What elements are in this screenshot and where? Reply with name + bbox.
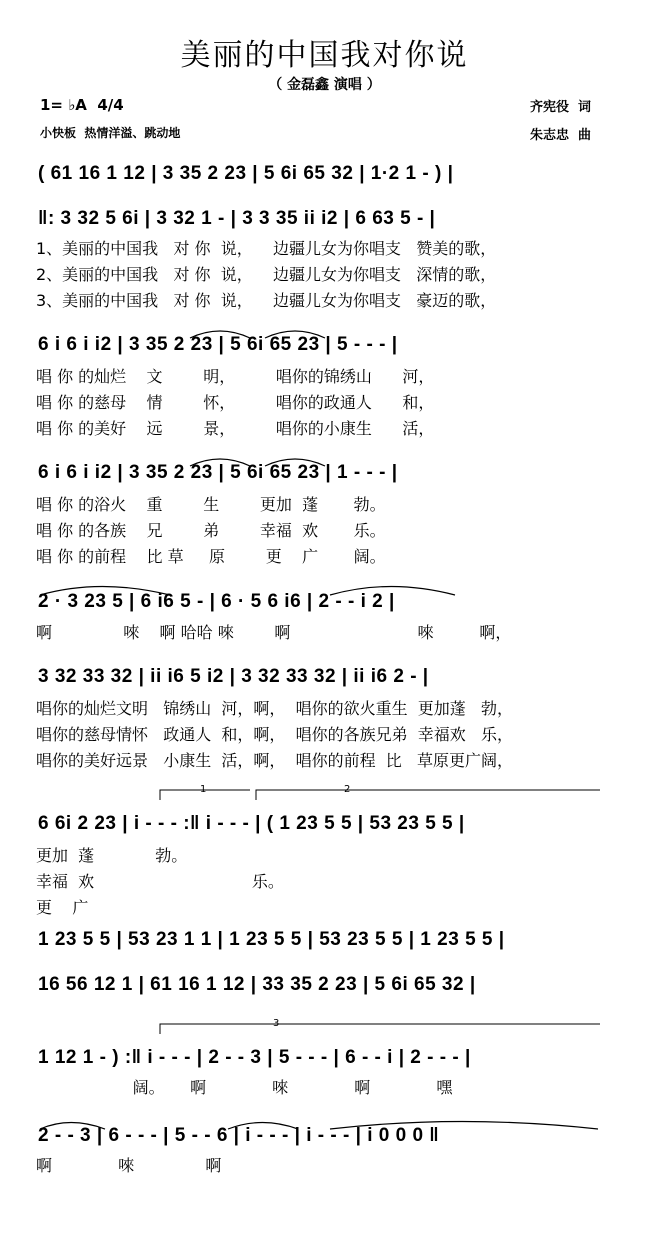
score-line-11-notes: 2 - - 3 | 6 - - - | 5 - - 6 | i - - - | i - - - | i 0 0 0 ‖ (38, 1125, 440, 1146)
score-line-7-notes: 6 6i 2 23 | i - - - :‖ i - - - | ( 1 23 5 5 | 53 23 5 5 | (38, 813, 465, 834)
score-line-3-notes: 6 i 6 i i2 | 3 35 2 23 | 5 6i 65 23 | 5 - - - | (38, 334, 398, 355)
tempo-marking: 小快板 热情洋溢、跳动地 (40, 126, 181, 140)
volta-1-label: 1 (200, 784, 207, 795)
lyric-line: 唱你的美好远景 小康生 活，啊， 唱你的前程 比 草原更广阔， (36, 751, 514, 770)
lyric-line: 更加 蓬 勃。 (36, 846, 188, 865)
lyric-line: 2、美丽的中国我 对 你 说， 边疆儿女为你唱支 深情的歌， (36, 265, 497, 284)
score-line-6-notes: 3 32 33 32 | ii i6 5 i2 | 3 32 33 32 | ii i6 2 - | (38, 666, 429, 687)
composer-credit: 朱志忠 曲 (530, 128, 592, 143)
lyric-line: 唱 你 的各族 兄 弟 幸福 欢 乐。 (36, 521, 386, 540)
lyric-line: 阔。 啊 唻 啊 嘿 (36, 1078, 453, 1097)
lyric-line: 唱 你 的慈母 情 怀， 唱你的政通人 和， (36, 393, 435, 412)
lyric-line: 唱 你 的美好 远 景， 唱你的小康生 活， (36, 419, 435, 438)
lyric-line: 唱 你 的浴火 重 生 更加 蓬 勃。 (36, 495, 386, 514)
lyric-line: 唱 你 的前程 比 草 原 更 广 阔。 (36, 547, 386, 566)
score-line-1-notes: ( 61 16 1 12 | 3 35 2 23 | 5 6i 65 32 | 1·2 1 - ) | (38, 163, 454, 184)
volta-2-label: 2 (344, 784, 351, 795)
score-line-9-notes: 16 56 12 1 | 61 16 1 12 | 33 35 2 23 | 5 6i 65 32 | (38, 974, 476, 995)
score-line-2-notes: ‖: 3 32 5 6i | 3 32 1 - | 3 3 35 ii i2 | 6 63 5 - | (38, 208, 436, 229)
lyric-line: 啊 唻 啊 (36, 1156, 222, 1175)
song-title: 美丽的中国我对你说 (180, 38, 469, 73)
score-line-10-notes: 1 12 1 - ) :‖ i - - - | 2 - - 3 | 5 - - - | 6 - - i | 2 - - - | (38, 1047, 471, 1068)
lyric-line: 更 广 (36, 898, 89, 917)
score-line-8-notes: 1 23 5 5 | 53 23 1 1 | 1 23 5 5 | 53 23 5 5 | 1 23 5 5 | (38, 929, 505, 950)
lyric-line: 1、美丽的中国我 对 你 说， 边疆儿女为你唱支 赞美的歌， (36, 239, 497, 258)
key-signature: 1= ♭A 4/4 (40, 96, 124, 114)
score-line-5-notes: 2 · 3 23 5 | 6 i6 5 - | 6 · 5 6 i6 | 2 - - i 2 | (38, 591, 395, 612)
lyric-line: 唱你的慈母情怀 政通人 和，啊， 唱你的各族兄弟 幸福欢 乐， (36, 725, 514, 744)
singer-credit: （ 金磊鑫 演唱 ） (268, 77, 381, 93)
lyric-line: 唱你的灿烂文明 锦绣山 河，啊， 唱你的欲火重生 更加蓬 勃， (36, 699, 514, 718)
lyric-line: 幸福 欢 乐。 (36, 872, 284, 891)
lyricist-credit: 齐宪役 词 (530, 100, 592, 115)
score-line-4-notes: 6 i 6 i i2 | 3 35 2 23 | 5 6i 65 23 | 1 - - - | (38, 462, 398, 483)
volta-3-label: 3 (273, 1018, 280, 1029)
lyric-line: 3、美丽的中国我 对 你 说， 边疆儿女为你唱支 豪迈的歌， (36, 291, 497, 310)
lyric-line: 唱 你 的灿烂 文 明， 唱你的锦绣山 河， (36, 367, 435, 386)
lyric-line: 啊 唻 啊 哈哈 唻 啊 唻 啊， (36, 623, 512, 642)
